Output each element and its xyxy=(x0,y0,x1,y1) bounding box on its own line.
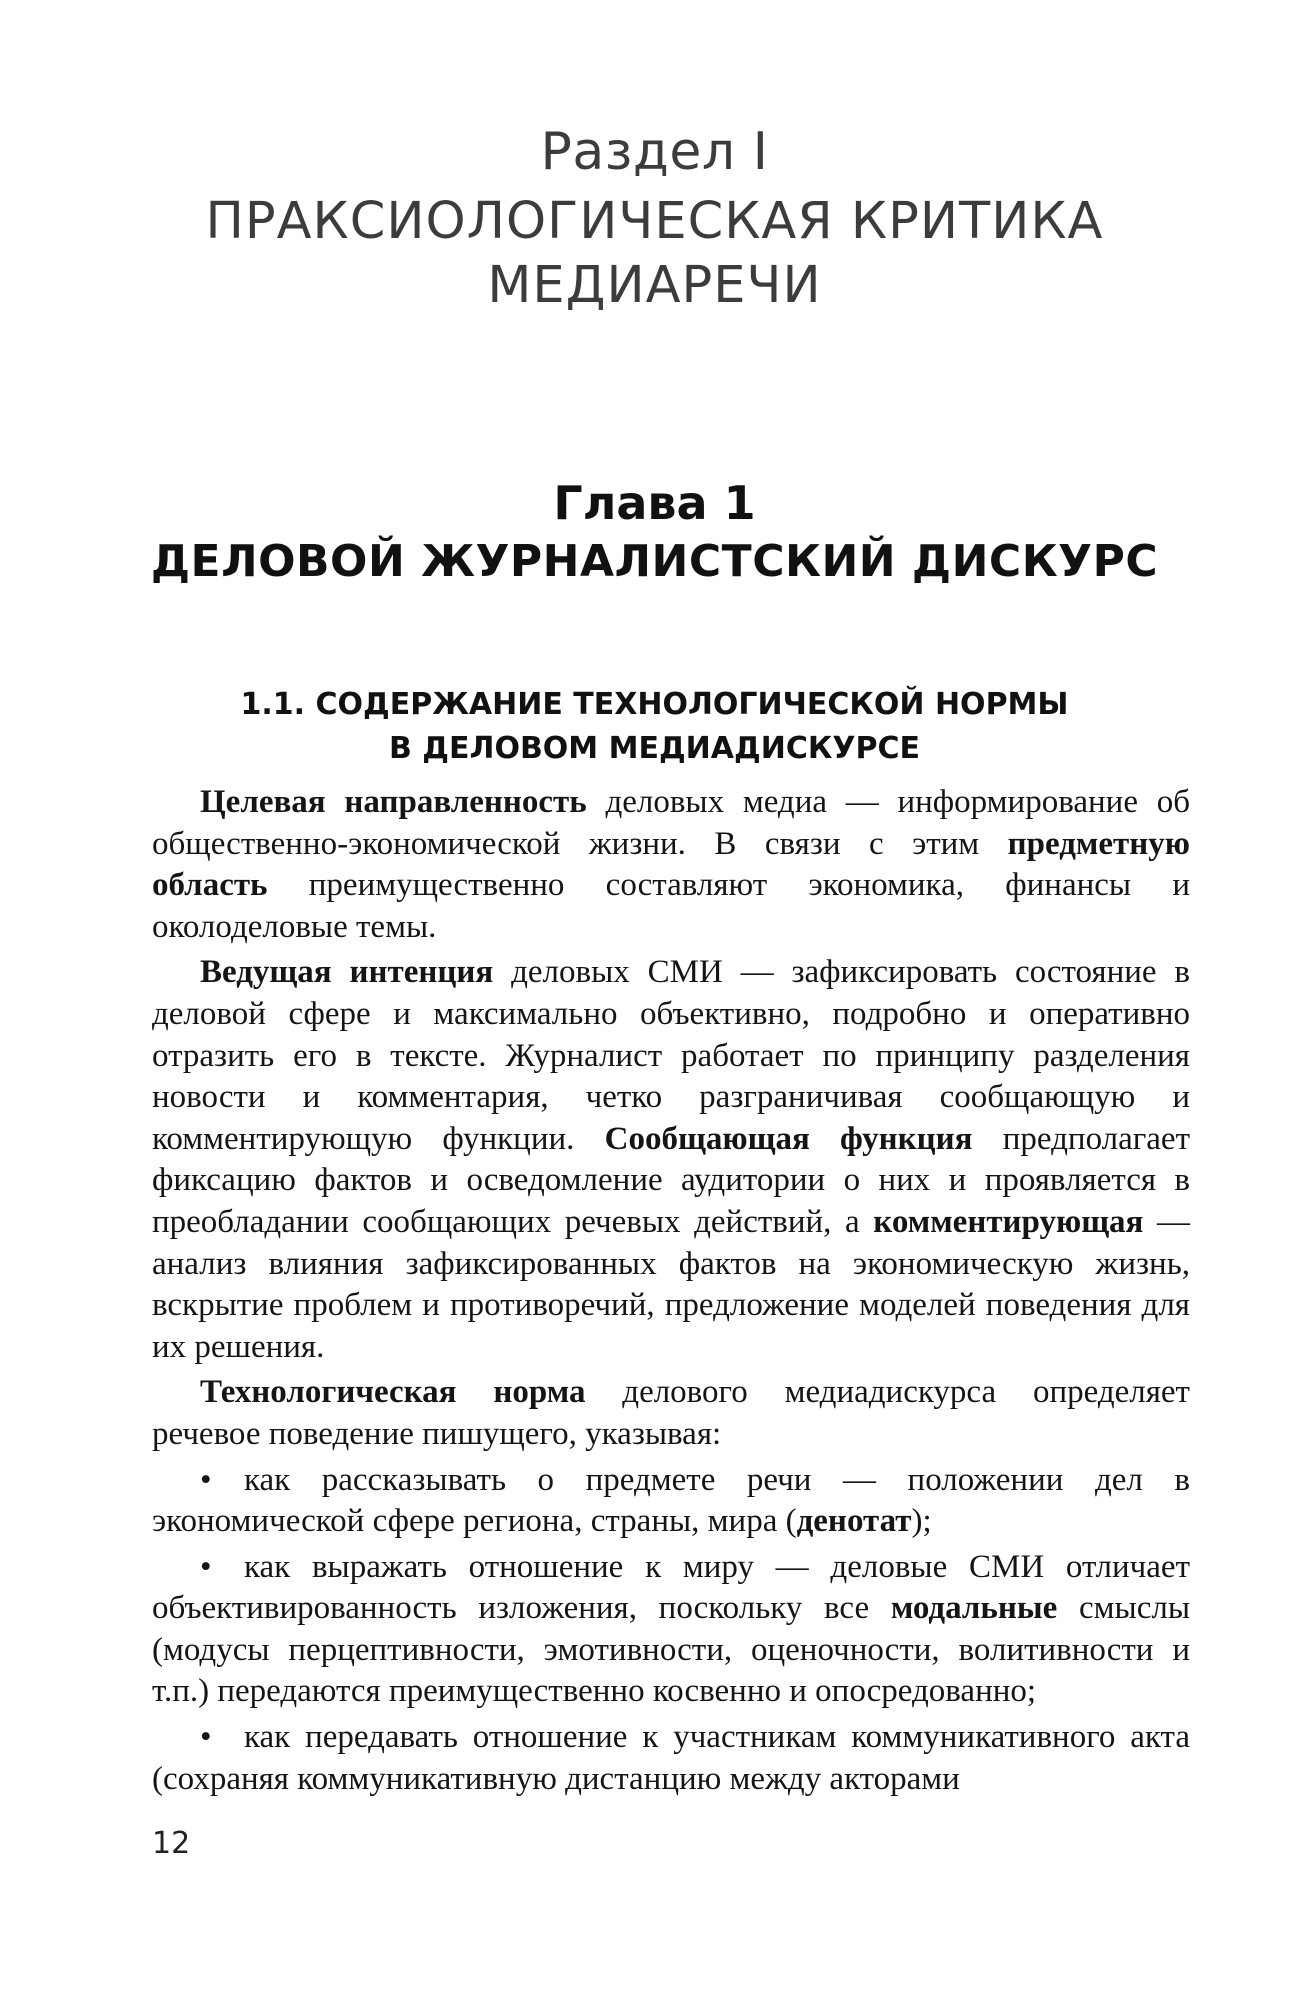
bullet-marker: • xyxy=(200,1548,212,1585)
paragraph-2 xyxy=(152,952,1190,1368)
part-title-line-1: ПРАКСИОЛОГИЧЕСКАЯ КРИТИКА xyxy=(205,192,1104,251)
chapter-title: ДЕЛОВОЙ ЖУРНАЛИСТСКИЙ ДИСКУРС xyxy=(150,536,1159,587)
bullet-marker: • xyxy=(200,1719,212,1756)
term-commenting: комментирующая xyxy=(873,1203,1144,1240)
part-title-line-2: МЕДИАРЕЧИ xyxy=(487,256,822,315)
paragraph-text: предполагает фиксацию фактов и осведомление аудитории о них и проявляется в преобладании сообщающих речевых действий, а xyxy=(152,1120,1190,1240)
paragraph-text: деловых медиа — информирование об общественно-экономической жизни. В связи с этим xyxy=(152,784,1190,862)
bullet-marker: • xyxy=(200,1461,212,1498)
paragraph-text: делового медиадискурса определяет речевое поведение пишущего, указывая: xyxy=(152,1374,1190,1452)
paragraph-1 xyxy=(152,782,1190,948)
section-title xyxy=(0,683,1309,771)
term-goal-orientation: Целевая направленность xyxy=(200,784,587,820)
bullet-text: смыслы (модусы перцептивности, эмотивности, оценочности, волитивности и т.п.) передаются преимущественно косвенно и опосредованно; xyxy=(152,1590,1190,1710)
bullet-text: как рассказывать о предмете речи — положении дел в экономической сфере региона, страны, мира ( xyxy=(152,1461,1190,1540)
term-denotat: денотат xyxy=(796,1503,912,1540)
section-title-line-2: В ДЕЛОВОМ МЕДИАДИСКУРСЕ xyxy=(389,731,920,766)
chapter-label: Глава 1 xyxy=(553,476,756,530)
part-title xyxy=(0,190,1309,318)
bullet-text: ); xyxy=(911,1503,932,1540)
term-reporting-function: Сообщающая функция xyxy=(604,1120,973,1157)
page-number: 12 xyxy=(152,1826,191,1861)
paragraph-text: деловых СМИ — зафиксировать состояние в деловой сфере и максимально объективно, подробно и оперативно отразить его в тексте. Журналист работает по принципу разделения новости и комментария, четко разграничивая сообщающую и комментирующую функции. xyxy=(152,954,1190,1157)
term-modal: модальные xyxy=(890,1590,1058,1627)
part-label: Раздел I xyxy=(540,122,769,182)
paragraph-text: — анализ влияния зафиксированных фактов на экономическую жизнь, вскрытие проблем и противоречий, предложение моделей поведения для их решения. xyxy=(152,1203,1190,1365)
bullet-item-2 xyxy=(152,1547,1190,1713)
body-text xyxy=(152,782,1190,1800)
bullet-text: как передавать отношение к участникам коммуникативного акта (сохраняя коммуникативную дистанцию между акторами xyxy=(152,1719,1190,1797)
bullet-text: как выражать отношение к миру — деловые СМИ отличает объективированность изложения, поскольку все xyxy=(152,1548,1190,1627)
term-technological-norm: Технологическая норма xyxy=(200,1374,586,1411)
paragraph-text: преимущественно составляют экономика, финансы и околоделовые темы. xyxy=(152,867,1190,945)
section-title-line-1: 1.1. СОДЕРЖАНИЕ ТЕХНОЛОГИЧЕСКОЙ НОРМЫ xyxy=(240,687,1069,722)
bullet-item-1 xyxy=(152,1460,1190,1543)
term-subject-area: предметную область xyxy=(152,825,1190,904)
paragraph-3 xyxy=(152,1372,1190,1455)
bullet-item-3 xyxy=(152,1717,1190,1800)
term-leading-intention: Ведущая интенция xyxy=(200,954,494,991)
